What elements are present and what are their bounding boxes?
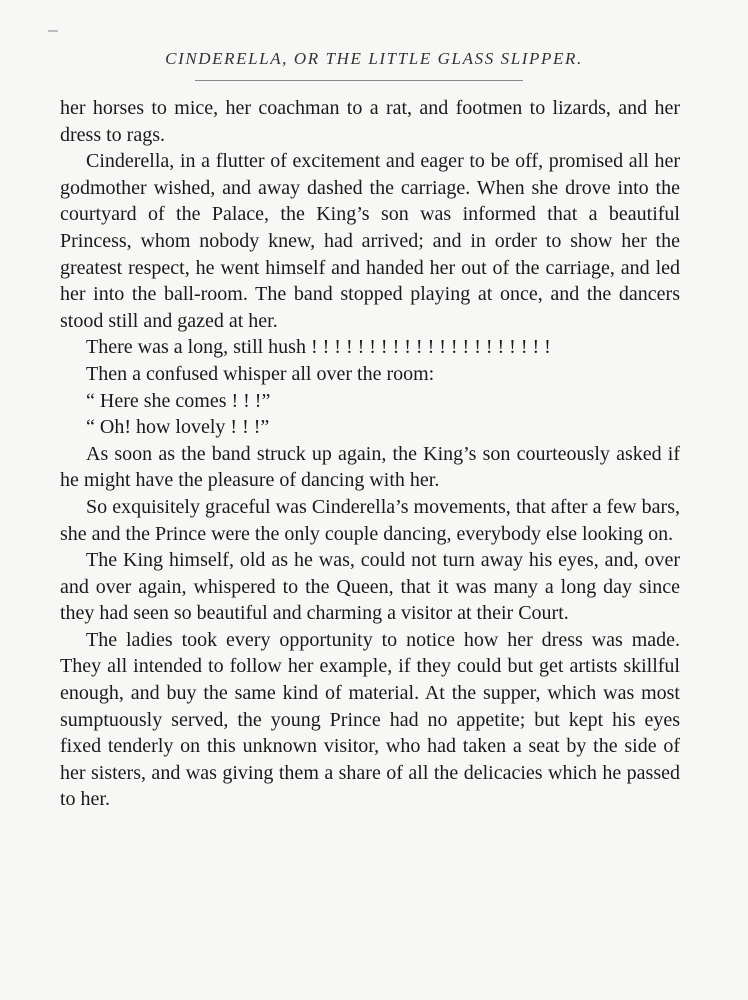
paragraph: The ladies took every opportunity to notice how her dress was made. They all intended to follow her example, if they could but get artists skillful enough, and buy the same kind of material. At the supper, which was most sumptuously served, the young Prince had no appetite; but kept his eyes fixed tenderly on this unknown visitor, who had taken a seat by the side of her sisters, and was giving them a share of all the delicacies which he passed to her. bbox=[60, 628, 680, 811]
margin-mark bbox=[48, 30, 58, 32]
paragraph: her horses to mice, her coachman to a rat, and footmen to lizards, and her dress to rags. bbox=[60, 97, 680, 146]
paragraph: Then a confused whisper all over the room: bbox=[86, 362, 435, 385]
paragraph: Cinderella, in a flutter of excitement and eager to be off, promised all her godmother wished, and away dashed the carriage. When she drove into the courtyard of the Palace, the King’s son was informed that a beautiful Princess, whom nobody knew, had arrived; and in order to show her the greatest respect, he went himself and handed her out of the carriage, and led her into the ball-room. The band stopped playing at once, and the dancers stood still and gazed at her. bbox=[60, 150, 680, 332]
paragraph: So exquisitely graceful was Cinderella’s movements, that after a few bars, she and the Prince were the only couple dancing, everybody else looking on. bbox=[60, 495, 680, 545]
paragraph: “ Oh! how lovely ! ! !” bbox=[86, 416, 270, 439]
header-rule bbox=[195, 80, 523, 81]
running-header: CINDERELLA, OR THE LITTLE GLASS SLIPPER. bbox=[165, 49, 583, 68]
paragraph: There was a long, still hush ! ! ! ! ! ! ! ! ! ! ! ! ! ! ! ! ! ! ! ! ! bbox=[86, 336, 551, 359]
body-text bbox=[60, 95, 680, 813]
paragraph: The King himself, old as he was, could not turn away his eyes, and, over and over again, whispered to the Queen, that it was many a long day since they had seen so beautiful and charming a visitor at their Court. bbox=[60, 549, 680, 625]
paragraph: “ Here she comes ! ! !” bbox=[86, 389, 271, 412]
paragraph: As soon as the band struck up again, the King’s son courteously asked if he might have the pleasure of dancing with her. bbox=[60, 442, 680, 492]
